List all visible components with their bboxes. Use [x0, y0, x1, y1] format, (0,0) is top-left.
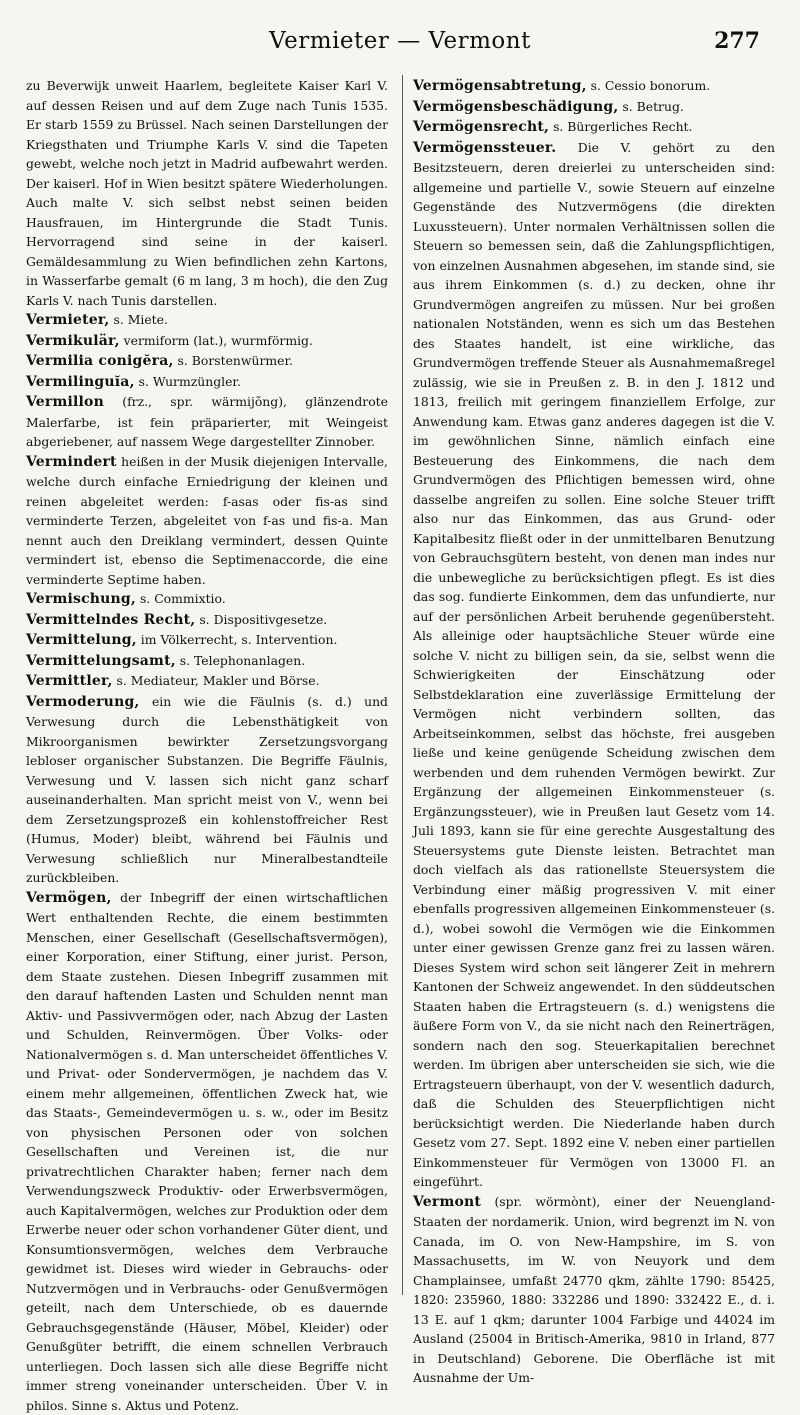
- page-header: [0, 28, 800, 68]
- entry-text: s. Telephonanlagen.: [180, 653, 305, 668]
- entry-vermittelungsamt: [26, 651, 388, 672]
- entry-text: s. Mediateur, Makler und Börse.: [117, 673, 320, 688]
- entry-text: im Völkerrecht, s. Intervention.: [141, 632, 338, 647]
- entry-text: vermiform (lat.), wurmförmig.: [124, 333, 313, 348]
- entry-lemma: Vermögenssteuer.: [413, 140, 556, 156]
- entry-text: (spr. wörmònt), einer der Neuengland-Staaten der nordamerik. Union, wird begrenzt im N. von Canada, im O. von New-Hampshire, im S. von Massachusetts, im W. von Neuyork und dem Champlainsee, umfaßt 24770 qkm, zählte 1790: 85425, 1820: 235960, 1880: 332286 und 1890: 332422 E., d. i. 13 E. auf 1 qkm; darunter 1004 Farbige und 44024 im Ausland (25004 in Britisch-Amerika, 9810 in Irland, 877 in Deutschland) Geborene. Die Oberfläche ist mit Ausnahme der Um-: [413, 1194, 775, 1386]
- page-number: 277: [714, 28, 760, 54]
- entry-vermilingua: [26, 372, 388, 393]
- entry-lemma: Vermont: [413, 1194, 481, 1210]
- entry-vermoegenssteuer: [413, 138, 775, 1192]
- entry-lemma: Vermillon: [26, 394, 104, 410]
- entry-text: s. Dispositivgesetze.: [199, 612, 327, 627]
- entry-vermindert: [26, 452, 388, 590]
- entry-lemma: Vermilinguĭa,: [26, 374, 135, 390]
- running-head: Vermieter — Vermont: [0, 28, 800, 54]
- right-column: [413, 76, 775, 1388]
- entry-text: der Inbegriff der einen wirtschaftlichen Wert enthaltenden Rechte, die einem bestimmten Menschen, einer Gesellschaft (Gesellschaftsvermögen), einer Korporation, einer Stiftung, einer jurist. Person, dem Staate zustehen. Diesen Inbegriff zusammen mit den darauf haftenden Lasten und Schulden nennt man Aktiv- und Passivvermögen oder, nach Abzug der Lasten und Schulden, Reinvermögen. Über Volks- oder Nationalvermögen s. d. Man unterscheidet öffentliches V. und Privat- oder Sondervermögen, je nachdem das V. einem mehr allgemeinen, öffentlichen Zweck hat, wie das Staats-, Gemeindevermögen u. s. w., oder im Besitz von physischen Personen oder von solchen Gesellschaften und Vereinen ist, die nur privatrechtlichen Charakter haben; ferner nach dem Verwendungszweck Produktiv- oder Erwerbsvermögen, auch Kapitalvermögen, welches zur Produktion oder dem Erwerbe neuer oder schon vorhandener Güter dient, und Konsumtionsvermögen, welches dem Verbrauche gewidmet ist. Dieses wird wieder in Gebrauchs- oder Nutzvermögen und in Verbrauchs- oder Genußvermögen geteilt, nach dem Unterschiede, ob es dauernde Gebrauchsgegenstände (Häuser, Möbel, Kleider) oder Genußgüter betrifft, die einem schnellen Verbrauch unterliegen. Doch lassen sich alle diese Begriffe nicht immer streng voneinander unterscheiden. Über V. in philos. Sinne s. Aktus und Potenz.: [26, 890, 388, 1413]
- entry-vermoderung: [26, 692, 388, 888]
- entry-lemma: Vermittelungsamt,: [26, 653, 176, 669]
- entry-vermittelung: [26, 630, 388, 651]
- entry-text: s. Miete.: [113, 312, 167, 327]
- entry-lemma: Vermögensrecht,: [413, 119, 549, 135]
- entry-text: s. Borstenwürmer.: [178, 353, 293, 368]
- entry-vermischung: [26, 589, 388, 610]
- entry-text: s. Wurmzüngler.: [139, 374, 241, 389]
- entry-text: zu Beverwijk unweit Haarlem, begleitete Kaiser Karl V. auf dessen Reisen und auf dem Zuge nach Tunis 1535. Er starb 1559 zu Brüssel. Nach seinen Darstellungen der Kriegsthaten und Triumphe Karls V. sind die Tapeten gewebt, welche noch jetzt in Madrid aufbewahrt werden. Der kaiserl. Hof in Wien besitzt spätere Wiederholungen. Auch malte V. sich selbst nebst seinen beiden Hausfrauen, im Hintergrunde die Stadt Tunis. Hervorragend sind seine in der kaiserl. Gemäldesammlung zu Wien befindlichen zehn Kartons, in Wasserfarbe gemalt (6 m lang, 3 m hoch), die den Zug Karls V. nach Tunis darstellen.: [26, 78, 388, 308]
- entry-vermieter: [26, 310, 388, 331]
- entry-lemma: Vermittelndes Recht,: [26, 612, 195, 628]
- entry-text: s. Commixtio.: [140, 591, 226, 606]
- entry-text: s. Cessio bonorum.: [591, 78, 711, 93]
- entry-text: s. Bürgerliches Recht.: [553, 119, 692, 134]
- entry-vermoegensrecht: [413, 117, 775, 138]
- entry-lemma: Vermieter,: [26, 312, 110, 328]
- entry-text: ein wie die Fäulnis (s. d.) und Verwesung durch die Lebensthätigkeit von Mikroorganismen bewirkter Zersetzungsvorgang lebloser organischer Substanzen. Die Begriffe Fäulnis, Verwesung und V. lassen sich nicht ganz scharf auseinanderhalten. Man spricht meist von V., wenn bei dem Zersetzungsprozeß ein kohlenstoffreicher Rest (Humus, Moder) bleibt, während bei Fäulnis und Verwesung schließlich nur Mineralbestandteile zurückbleiben.: [26, 694, 388, 886]
- entry-lemma: Vermikulär,: [26, 333, 120, 349]
- entry-vermoegen: [26, 888, 388, 1415]
- entry-lemma: Vermischung,: [26, 591, 136, 607]
- entry-vermittler: [26, 671, 388, 692]
- entry-text: (frz., spr. wärmijõng), glänzendrote Malerfarbe, ist fein präparierter, mit Weingeist abgeriebener, auf nassem Wege dargestellter Zinnober.: [26, 394, 388, 449]
- entry-vermilia: [26, 351, 388, 372]
- column-divider: [402, 75, 403, 1295]
- entry-lemma: Vermögen,: [26, 890, 112, 906]
- entry-vermont: [413, 1192, 775, 1388]
- entry-vermillon: [26, 392, 388, 452]
- left-column: [26, 76, 388, 1415]
- entry-continuation: [26, 76, 388, 310]
- entry-lemma: Vermittler,: [26, 673, 113, 689]
- entry-lemma: Vermoderung,: [26, 694, 140, 710]
- entry-text: heißen in der Musik diejenigen Intervalle, welche durch einfache Erniedrigung der kleinen und reinen abgeleitet werden: f-asas oder fis-as sind verminderte Terzen, abgeleitet von f-as und fis-a. Man nennt auch den Dreiklang vermindert, dessen Quinte vermindert ist, ebenso die Septimenaccorde, die eine verminderte Septime haben.: [26, 454, 388, 587]
- entry-vermikulaer: [26, 331, 388, 352]
- entry-lemma: Vermindert: [26, 454, 117, 470]
- entry-vermittelndes-recht: [26, 610, 388, 631]
- entry-vermoegensbeschaedigung: [413, 97, 775, 118]
- entry-lemma: Vermögensabtretung,: [413, 78, 587, 94]
- entry-vermoegensabtretung: [413, 76, 775, 97]
- entry-lemma: Vermögensbeschädigung,: [413, 99, 618, 115]
- entry-lemma: Vermittelung,: [26, 632, 137, 648]
- entry-text: Die V. gehört zu den Besitzsteuern, deren dreierlei zu unterscheiden sind: allgemeine und partielle V., sowie Steuern auf einzelne Gegenstände des Nutzvermögens (die direkten Luxussteuern). Unter normalen Verhältnissen sollen die Steuern so bemessen sein, daß die Zahlungspflichtigen, von einzelnen Ausnahmen abgesehen, im stande sind, sie aus ihrem Einkommen (s. d.) zu decken, ohne ihr Grundvermögen angreifen zu müssen. Nur bei großen nationalen Notständen, wenn es sich um das Bestehen des Staates handelt, ist eine wirkliche, das Grundvermögen treffende Steuer als Ausnahmemaßregel zulässig, wie sie in Preußen z. B. in den J. 1812 und 1813, freilich mit geringem finanziellem Erfolge, zur Anwendung kam. Etwas ganz anderes dagegen ist die V. im gewöhnlichen Sinne, nämlich einfach eine Besteuerung des Einkommens, die nach dem Grundvermögen des Pflichtigen bemessen wird, ohne dasselbe angreifen zu sollen. Eine solche Steuer trifft also nur das Einkommen, das aus Grund- oder Kapitalbesitz fließt oder in der unmittelbaren Benutzung von Gebrauchsgütern besteht, von denen man indes nur die unbewegliche zu berücksichtigen pflegt. Es ist dies das sog. fundierte Einkommen, dem das unfundierte, nur auf der persönlichen Arbeit beruhende gegenübersteht. Als alleinige oder hauptsächliche Steuer würde eine solche V. nicht zu billigen sein, da sie, selbst wenn die Schwierigkeiten der Einschätzung oder Selbstdeklaration eine zuverlässige Ermittelung der Vermögen nicht verbindern sollten, das Arbeitseinkommen, selbst das höchste, frei ausgeben ließe und keine genügende Scheidung zwischen dem werbenden und dem ruhenden Vermögen bewirkt. Zur Ergänzung der allgemeinen Einkommensteuer (s. Ergänzungssteuer), wie in Preußen laut Gesetz vom 14. Juli 1893, kann sie für eine gerechte Ausgestaltung des Steuersystems gute Dienste leisten. Betrachtet man doch vielfach als das rationellste Steuersystem die Verbindung einer mäßig progressiven V. mit einer ebenfalls progressiven allgemeinen Einkommensteuer (s. d.), wobei sowohl die Vermögen wie die Einkommen unter einer gewissen Grenze ganz frei zu lassen wären. Dieses System wird schon seit längerer Zeit in mehrern Kantonen der Schweiz angewendet. In den süddeutschen Staaten haben die Ertragsteuern (s. d.) wenigstens die äußere Form von V., da sie nicht nach den Reinerträgen, sondern nach den sog. Steuerkapitalien berechnet werden. Im übrigen aber unterscheiden sie sich, wie die Ertragsteuern überhaupt, von der V. wesentlich dadurch, daß die Schulden des Steuerpflichtigen nicht berücksichtigt werden. Die Niederlande haben durch Gesetz vom 27. Sept. 1892 eine V. neben einer partiellen Einkommensteuer für Vermögen von 13000 Fl. an eingeführt.: [413, 140, 775, 1190]
- entry-text: s. Betrug.: [622, 99, 683, 114]
- entry-lemma: Vermilia conigĕra,: [26, 353, 174, 369]
